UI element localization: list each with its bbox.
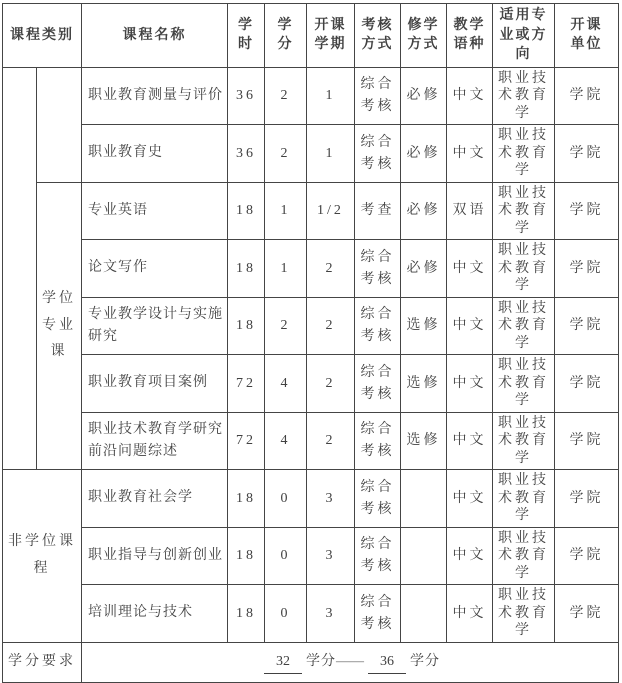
major-cell: 职业技术教育学: [493, 585, 555, 643]
header-unit-label: 开课单位: [570, 17, 603, 53]
header-credits-label: 学分: [277, 17, 294, 53]
hours-cell: 72: [228, 412, 265, 470]
credits-cell: 2: [265, 125, 307, 183]
category-non-degree-course-cell: 非学位课程: [3, 470, 82, 643]
assessment-cell: 综合考核: [355, 297, 401, 355]
credits-unit-text: 学分: [410, 653, 440, 669]
semester-cell: 3: [307, 527, 355, 585]
header-unit: [555, 4, 619, 68]
language-cell: 中文: [447, 585, 493, 643]
hours-cell: 18: [228, 585, 265, 643]
table-row: [3, 527, 619, 585]
credits-cell: 4: [265, 355, 307, 413]
assessment-cell: 综合考核: [355, 412, 401, 470]
category-spacer-cell: [37, 67, 82, 182]
header-category: [3, 4, 82, 68]
unit-cell: 学院: [555, 67, 619, 125]
unit-cell: 学院: [555, 355, 619, 413]
unit-cell: 学院: [555, 297, 619, 355]
course-name-cell: 专业英语: [82, 182, 228, 240]
header-language: [447, 4, 493, 68]
hours-cell: 36: [228, 125, 265, 183]
course-name-cell: 职业指导与创新创业: [82, 527, 228, 585]
header-assessment-label: 考核方式: [361, 17, 394, 53]
table-row: [3, 355, 619, 413]
header-course-name: [82, 4, 228, 68]
semester-cell: 1/2: [307, 182, 355, 240]
unit-cell: 学院: [555, 240, 619, 298]
course-name-cell: 职业教育社会学: [82, 470, 228, 528]
range-dash: ——: [336, 653, 364, 669]
study-mode-cell: 必修: [401, 125, 447, 183]
study-mode-cell: 选修: [401, 412, 447, 470]
course-name-cell: 职业技术教育学研究前沿问题综述: [82, 412, 228, 470]
credits-cell: 2: [265, 67, 307, 125]
table-row: [3, 585, 619, 643]
table-row: [3, 240, 619, 298]
header-row: [3, 4, 619, 68]
course-plan-table: [2, 3, 619, 683]
language-cell: 中文: [447, 470, 493, 528]
credits-cell: 0: [265, 585, 307, 643]
unit-cell: 学院: [555, 470, 619, 528]
header-semester-label: 开课学期: [314, 17, 347, 53]
semester-cell: 2: [307, 240, 355, 298]
language-cell: 中文: [447, 412, 493, 470]
credits-cell: 2: [265, 297, 307, 355]
header-language-label: 教学语种: [453, 17, 486, 53]
language-cell: 中文: [447, 355, 493, 413]
major-cell: 职业技术教育学: [493, 240, 555, 298]
assessment-cell: 综合考核: [355, 67, 401, 125]
table-row: [3, 125, 619, 183]
study-mode-cell: 选修: [401, 297, 447, 355]
header-category-label: 课程类别: [10, 27, 74, 43]
credits-unit-text: 学分: [306, 653, 336, 669]
table-row: [3, 67, 619, 125]
major-cell: 职业技术教育学: [493, 67, 555, 125]
unit-cell: 学院: [555, 585, 619, 643]
header-study-mode: [401, 4, 447, 68]
major-cell: 职业技术教育学: [493, 527, 555, 585]
major-cell: 职业技术教育学: [493, 182, 555, 240]
max-credits-value: 36: [368, 651, 406, 674]
course-name-cell: 培训理论与技术: [82, 585, 228, 643]
table-row: [3, 470, 619, 528]
unit-cell: 学院: [555, 182, 619, 240]
header-study-mode-label: 修学方式: [407, 17, 440, 53]
unit-cell: 学院: [555, 412, 619, 470]
course-name-cell: 论文写作: [82, 240, 228, 298]
semester-cell: 2: [307, 355, 355, 413]
credit-requirement-row: [3, 642, 619, 682]
language-cell: 双语: [447, 182, 493, 240]
hours-cell: 72: [228, 355, 265, 413]
credit-requirement-value: [82, 642, 619, 682]
hours-cell: 18: [228, 240, 265, 298]
study-mode-cell: [401, 585, 447, 643]
major-cell: 职业技术教育学: [493, 470, 555, 528]
table-row: [3, 182, 619, 240]
header-major: [493, 4, 555, 68]
semester-cell: 1: [307, 125, 355, 183]
hours-cell: 18: [228, 527, 265, 585]
course-name-cell: 专业教学设计与实施研究: [82, 297, 228, 355]
language-cell: 中文: [447, 240, 493, 298]
min-credits-value: 32: [264, 651, 302, 674]
study-mode-cell: [401, 470, 447, 528]
assessment-cell: 综合考核: [355, 240, 401, 298]
credits-cell: 4: [265, 412, 307, 470]
credit-requirement-label: 学分要求: [3, 642, 82, 682]
assessment-cell: 综合考核: [355, 355, 401, 413]
language-cell: 中文: [447, 297, 493, 355]
header-semester: [307, 4, 355, 68]
semester-cell: 3: [307, 585, 355, 643]
category-spacer-cell: [3, 67, 37, 470]
unit-cell: 学院: [555, 125, 619, 183]
semester-cell: 2: [307, 297, 355, 355]
header-hours: [228, 4, 265, 68]
major-cell: 职业技术教育学: [493, 412, 555, 470]
credits-cell: 0: [265, 527, 307, 585]
language-cell: 中文: [447, 527, 493, 585]
table-row: [3, 412, 619, 470]
semester-cell: 3: [307, 470, 355, 528]
course-name-cell: 职业教育测量与评价: [82, 67, 228, 125]
study-mode-cell: 选修: [401, 355, 447, 413]
language-cell: 中文: [447, 67, 493, 125]
unit-cell: 学院: [555, 527, 619, 585]
header-credits: [265, 4, 307, 68]
study-mode-cell: 必修: [401, 67, 447, 125]
category-degree-course-cell: 学位专业课: [37, 182, 82, 470]
credits-cell: 1: [265, 240, 307, 298]
header-assessment: [355, 4, 401, 68]
major-cell: 职业技术教育学: [493, 125, 555, 183]
hours-cell: 18: [228, 297, 265, 355]
study-mode-cell: 必修: [401, 182, 447, 240]
hours-cell: 36: [228, 67, 265, 125]
assessment-cell: 考查: [355, 182, 401, 240]
course-name-cell: 职业教育项目案例: [82, 355, 228, 413]
hours-cell: 18: [228, 470, 265, 528]
course-name-cell: 职业教育史: [82, 125, 228, 183]
hours-cell: 18: [228, 182, 265, 240]
assessment-cell: 综合考核: [355, 125, 401, 183]
assessment-cell: 综合考核: [355, 585, 401, 643]
assessment-cell: 综合考核: [355, 470, 401, 528]
semester-cell: 2: [307, 412, 355, 470]
study-mode-cell: 必修: [401, 240, 447, 298]
assessment-cell: 综合考核: [355, 527, 401, 585]
credits-cell: 0: [265, 470, 307, 528]
header-course-name-label: 课程名称: [122, 27, 187, 43]
header-hours-label: 学时: [238, 17, 254, 53]
major-cell: 职业技术教育学: [493, 355, 555, 413]
table-row: [3, 297, 619, 355]
header-major-label: 适用专业或方向: [499, 8, 548, 63]
semester-cell: 1: [307, 67, 355, 125]
study-mode-cell: [401, 527, 447, 585]
major-cell: 职业技术教育学: [493, 297, 555, 355]
language-cell: 中文: [447, 125, 493, 183]
credits-cell: 1: [265, 182, 307, 240]
